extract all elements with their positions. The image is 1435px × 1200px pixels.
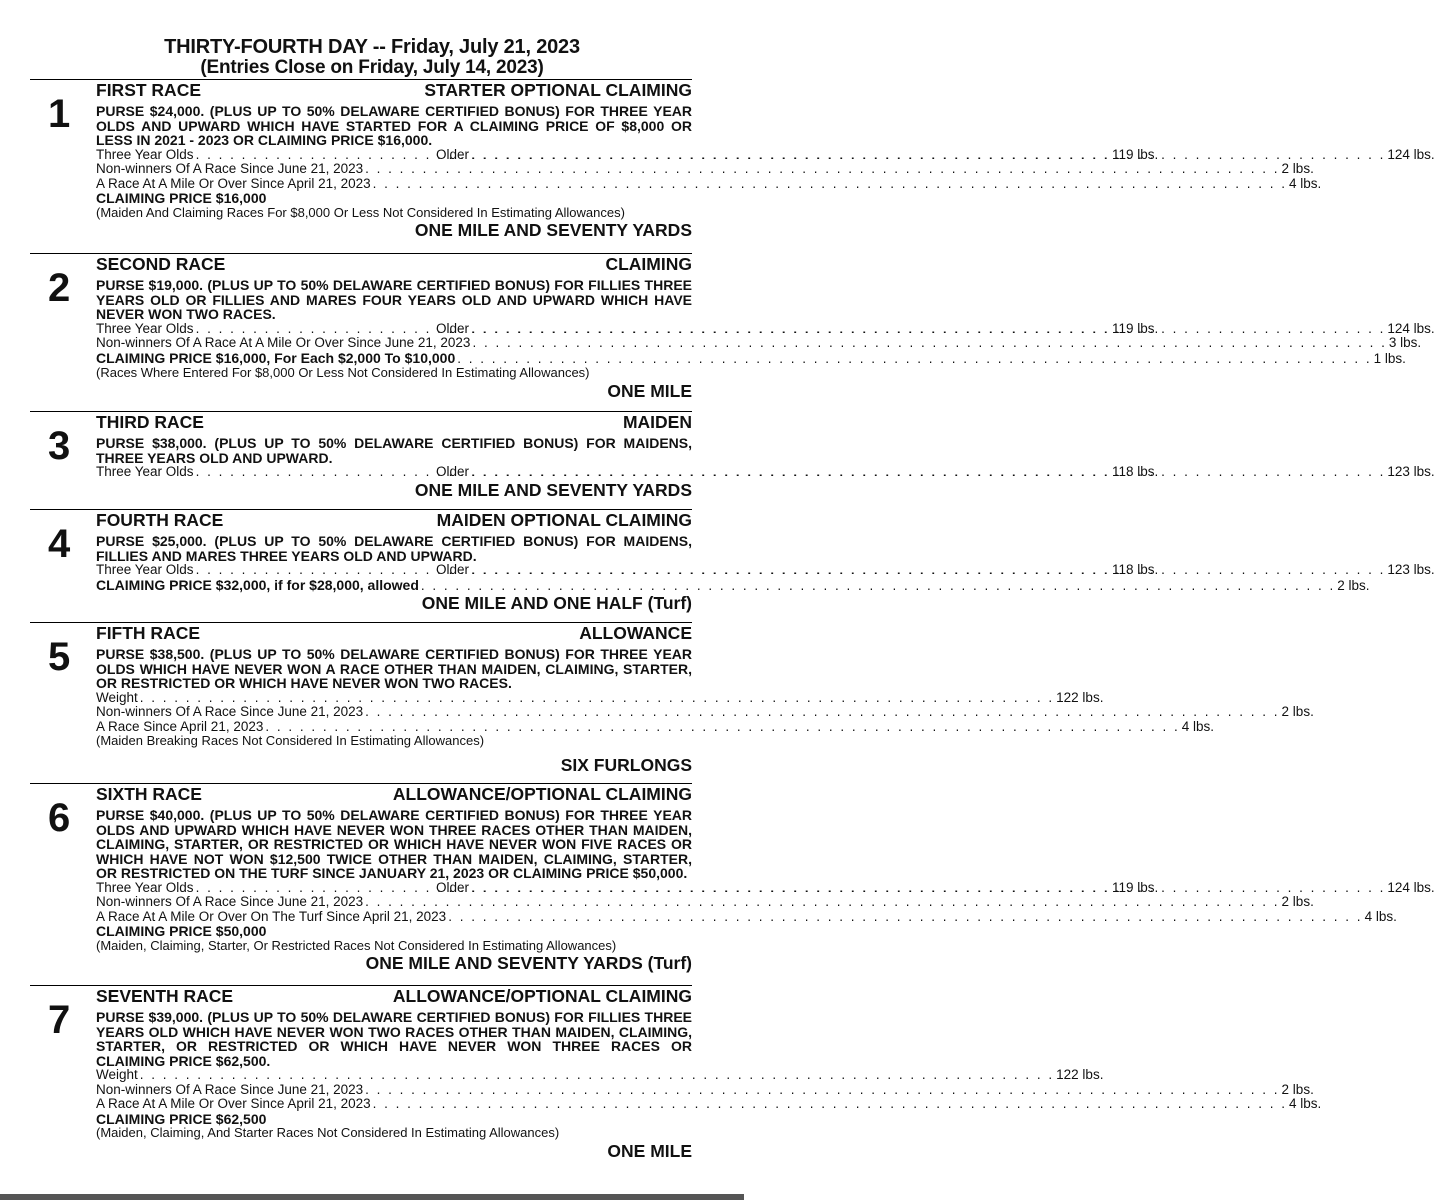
weight-value: 119 lbs. [1111,146,1159,162]
race-distance: ONE MILE AND ONE HALF (Turf) [421,593,692,613]
page-title: THIRTY-FOURTH DAY -- Friday, July 21, 2023 [164,36,580,58]
race-type: ALLOWANCE/OPTIONAL CLAIMING [392,784,692,804]
race-distance: ONE MILE AND SEVENTY YARDS (Turf) [365,953,692,973]
weight-line: Weight . . . 122 lbs. [96,691,692,706]
claiming-price: CLAIMING PRICE $16,000 [96,190,267,206]
race-distance: ONE MILE [607,1140,692,1161]
weights-row [96,146,1435,163]
race-number: 4 [48,522,71,566]
claiming-price: CLAIMING PRICE $62,500 [96,1110,267,1127]
weight-line: Weight . . . 122 lbs. [96,1068,692,1083]
weight-label: Older [436,146,470,162]
race-type: ALLOWANCE/OPTIONAL CLAIMING [392,986,692,1006]
race-note: (Maiden, Claiming, And Starter Races Not Considered In Estimating Allowances) [96,1125,560,1140]
claiming-price-line: CLAIMING PRICE $32,000, if for $28,000, allowed . . . 2 lbs. [96,578,692,594]
race-block [30,253,1435,401]
race-type: STARTER OPTIONAL CLAIMING [424,80,692,100]
page-subtitle: (Entries Close on Friday, July 14, 2023) [200,57,544,78]
claiming-price: CLAIMING PRICE $50,000 [96,923,267,939]
race-number: 6 [48,796,71,840]
allowance-line: A Race At A Mile Or Over Since April 21, 2023 . . . 4 lbs. [96,177,692,192]
race-note: (Maiden, Claiming, Starter, Or Restricted Races Not Considered In Estimating Allowances) [96,937,617,953]
weight-value: 124 lbs. [1387,146,1435,162]
allowance-line: Non-winners Of A Race Since June 21, 2023 . . . 2 lbs. [96,705,692,720]
race-purse: PURSE $39,000. (PLUS UP TO 50% DELAWARE CERTIFIED BONUS) FOR FILLIES THREE YEARS OLD WHICH HAVE NEVER WON TWO RACES OTHER THAN MAIDEN, CLAIMING, STARTER, OR RESTRICTED OR WHICH HAVE NEVER WON THREE RACES OR CLAIMING PRICE $62,500. [96,1009,692,1069]
weights-row: Three Year Olds . . . 119 lbs. Older . . . 124 lbs. [96,322,692,337]
allowance-line: Non-winners Of A Race At A Mile Or Over Since June 21, 2023 . . . 3 lbs. [96,336,692,351]
race-purse: PURSE $19,000. (PLUS UP TO 50% DELAWARE CERTIFIED BONUS) FOR FILLIES THREE YEARS OLD OR FILLIES AND MARES FOUR YEARS OLD AND UPWARD WHICH HAVE NEVER WON TWO RACES. [96,277,692,322]
race-block [30,783,1435,973]
race-distance: ONE MILE [607,380,692,401]
race-title: FIRST RACE [96,80,201,100]
race-block [30,985,1322,1161]
race-type: MAIDEN [622,412,692,432]
weights-row: Three Year Olds . . . 118 lbs. Older . . . 123 lbs. [96,563,692,578]
race-title: SECOND RACE [96,254,226,274]
weights-row: Three Year Olds . . . 119 lbs. Older . . . 124 lbs. [96,881,692,896]
allowance-line: A Race Since April 21, 2023 . . . 4 lbs. [96,720,692,735]
race-purse: PURSE $38,000. (PLUS UP TO 50% DELAWARE CERTIFIED BONUS) FOR MAIDENS, THREE YEARS OLD AND UPWARD. [96,435,692,466]
race-number: 7 [48,998,71,1042]
race-title: FOURTH RACE [96,510,224,530]
race-purse: PURSE $24,000. (PLUS UP TO 50% DELAWARE CERTIFIED BONUS) FOR THREE YEAR OLDS AND UPWARD WHICH HAVE STARTED FOR A CLAIMING PRICE OF $8,000 OR LESS IN 2021 - 2023 OR CLAIMING PRICE $16,000. [96,103,692,148]
race-note: (Maiden Breaking Races Not Considered In Estimating Allowances) [96,733,485,748]
weights-row: Three Year Olds . . . 118 lbs. Older . . . 123 lbs. [96,465,692,480]
race-block [30,79,1435,240]
race-number: 2 [48,266,71,310]
race-title: SEVENTH RACE [96,986,234,1006]
race-number: 5 [48,635,71,679]
allowance-line: A Race At A Mile Or Over Since April 21, 2023 . . . 4 lbs. [96,1097,692,1112]
race-type: MAIDEN OPTIONAL CLAIMING [436,510,692,530]
race-type: CLAIMING [605,254,692,274]
race-distance: SIX FURLONGS [560,754,692,775]
claiming-price-line: CLAIMING PRICE $16,000, For Each $2,000 To $10,000 . . . 1 lbs. [96,351,692,367]
race-block [30,622,1314,775]
bottom-divider [0,1194,744,1200]
allowance-line: Non-winners Of A Race Since June 21, 2023 . . . 2 lbs. [96,1083,692,1098]
allowance-line: A Race At A Mile Or Over On The Turf Since April 21, 2023 . . . 4 lbs. [96,910,692,925]
race-note: (Races Where Entered For $8,000 Or Less Not Considered In Estimating Allowances) [96,365,590,380]
race-purse: PURSE $38,500. (PLUS UP TO 50% DELAWARE CERTIFIED BONUS) FOR THREE YEAR OLDS WHICH HAVE NEVER WON A RACE OTHER THAN MAIDEN, CLAIMING, STARTER, OR RESTRICTED OR WHICH HAVE NEVER WON TWO RACES. [96,646,692,691]
race-purse: PURSE $25,000. (PLUS UP TO 50% DELAWARE CERTIFIED BONUS) FOR MAIDENS, FILLIES AND MARES THREE YEARS OLD AND UPWARD. [96,533,692,564]
race-distance: ONE MILE AND SEVENTY YARDS [414,220,692,240]
race-block [30,509,1435,613]
race-title: THIRD RACE [96,412,204,432]
allowance-line: Non-winners Of A Race Since June 21, 2023 . . . 2 lbs. [96,895,692,910]
race-purse: PURSE $40,000. (PLUS UP TO 50% DELAWARE CERTIFIED BONUS) FOR THREE YEAR OLDS AND UPWARD WHICH HAVE NEVER WON THREE RACES OTHER THAN MAIDEN, CLAIMING, STARTER, OR RESTRICTED OR WHICH HAVE NEVER WON FIVE RACES OR WHICH HAVE NOT WON $12,500 TWICE OTHER THAN MAIDEN, CLAIMING, STARTER, OR RESTRICTED ON THE TURF SINCE JANUARY 21, 2023 OR CLAIMING PRICE $50,000. [96,807,692,881]
weight-label: Three Year Olds [96,146,194,162]
race-block [30,411,1435,500]
race-number: 3 [48,424,71,468]
race-type: ALLOWANCE [579,623,692,643]
race-distance: ONE MILE AND SEVENTY YARDS [414,479,692,500]
race-title: SIXTH RACE [96,784,202,804]
race-note: (Maiden And Claiming Races For $8,000 Or Less Not Considered In Estimating Allowances) [96,204,625,220]
race-title: FIFTH RACE [96,623,201,643]
race-number: 1 [48,92,71,136]
allowance-line: Non-winners Of A Race Since June 21, 2023 . . . 2 lbs. [96,162,692,177]
